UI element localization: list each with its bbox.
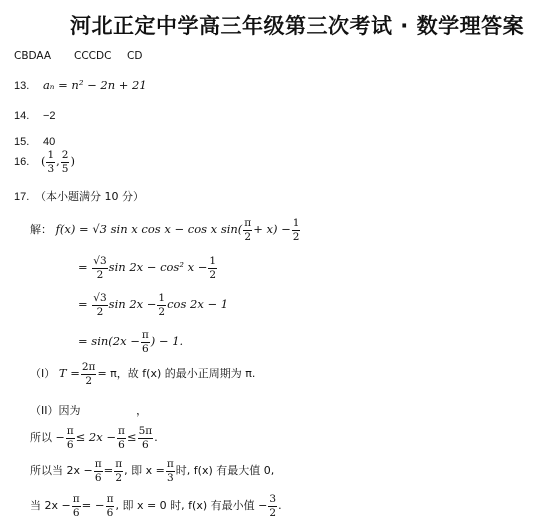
mc-answers-3: CD <box>127 50 143 62</box>
solution-line-2: = $\frac{√3}{2}$ sin 2x − cos² x − $\frac{1}{2}$ <box>78 255 217 281</box>
solution-line-1: 解： f(x) = √3 sin x cos x − cos x sin( $\frac{\pi}{2}$ + x) − $\frac{1}{2}$ <box>30 217 300 243</box>
answer-14: 14. −2 <box>14 110 56 122</box>
page-title: 河北正定中学高三年级第三次考试 · 数学理答案 <box>70 14 525 38</box>
mc-answers-2: CCCDC <box>74 50 112 62</box>
max-line: 所以当 2x − $\frac{\pi}{6}$ = $\frac{\pi}{2}$ , 即 x = $\frac{\pi}{3}$ 时, f(x) 有最大值 0, <box>30 458 275 484</box>
question-17-heading: 17. （本小题满分 10 分） <box>14 190 144 203</box>
solution-line-4: = sin(2x − $\frac{\pi}{6}$ ) − 1. <box>78 329 184 355</box>
part-1: （I） T = $\frac{2\pi}{2}$ = π，故 f(x) 的最小正周期为 π. <box>30 361 256 387</box>
answer-13: 13. aₙ = n² − 2n + 21 <box>14 78 147 92</box>
solution-line-3: = $\frac{√3}{2}$ sin 2x − $\frac{1}{2}$ cos 2x − 1 <box>78 292 229 318</box>
mc-answers-1: CBDAA <box>14 50 52 62</box>
min-line: 当 2x − $\frac{\pi}{6}$ = − $\frac{\pi}{6}$ , 即 x = 0 时, f(x) 有最小值 − $\frac{3}{2}$ . <box>30 493 282 519</box>
answer-16: 16. ( $\frac{1}{3}$ , $\frac{2}{5}$ ) <box>14 149 75 175</box>
answer-15: 15. 40 <box>14 136 56 148</box>
range-line: 所以 − $\frac{\pi}{6}$ ≤ 2x − $\frac{\pi}{6}$ ≤ $\frac{5\pi}{6}$ . <box>30 425 158 451</box>
part-2: （II）因为 ， <box>30 404 148 417</box>
